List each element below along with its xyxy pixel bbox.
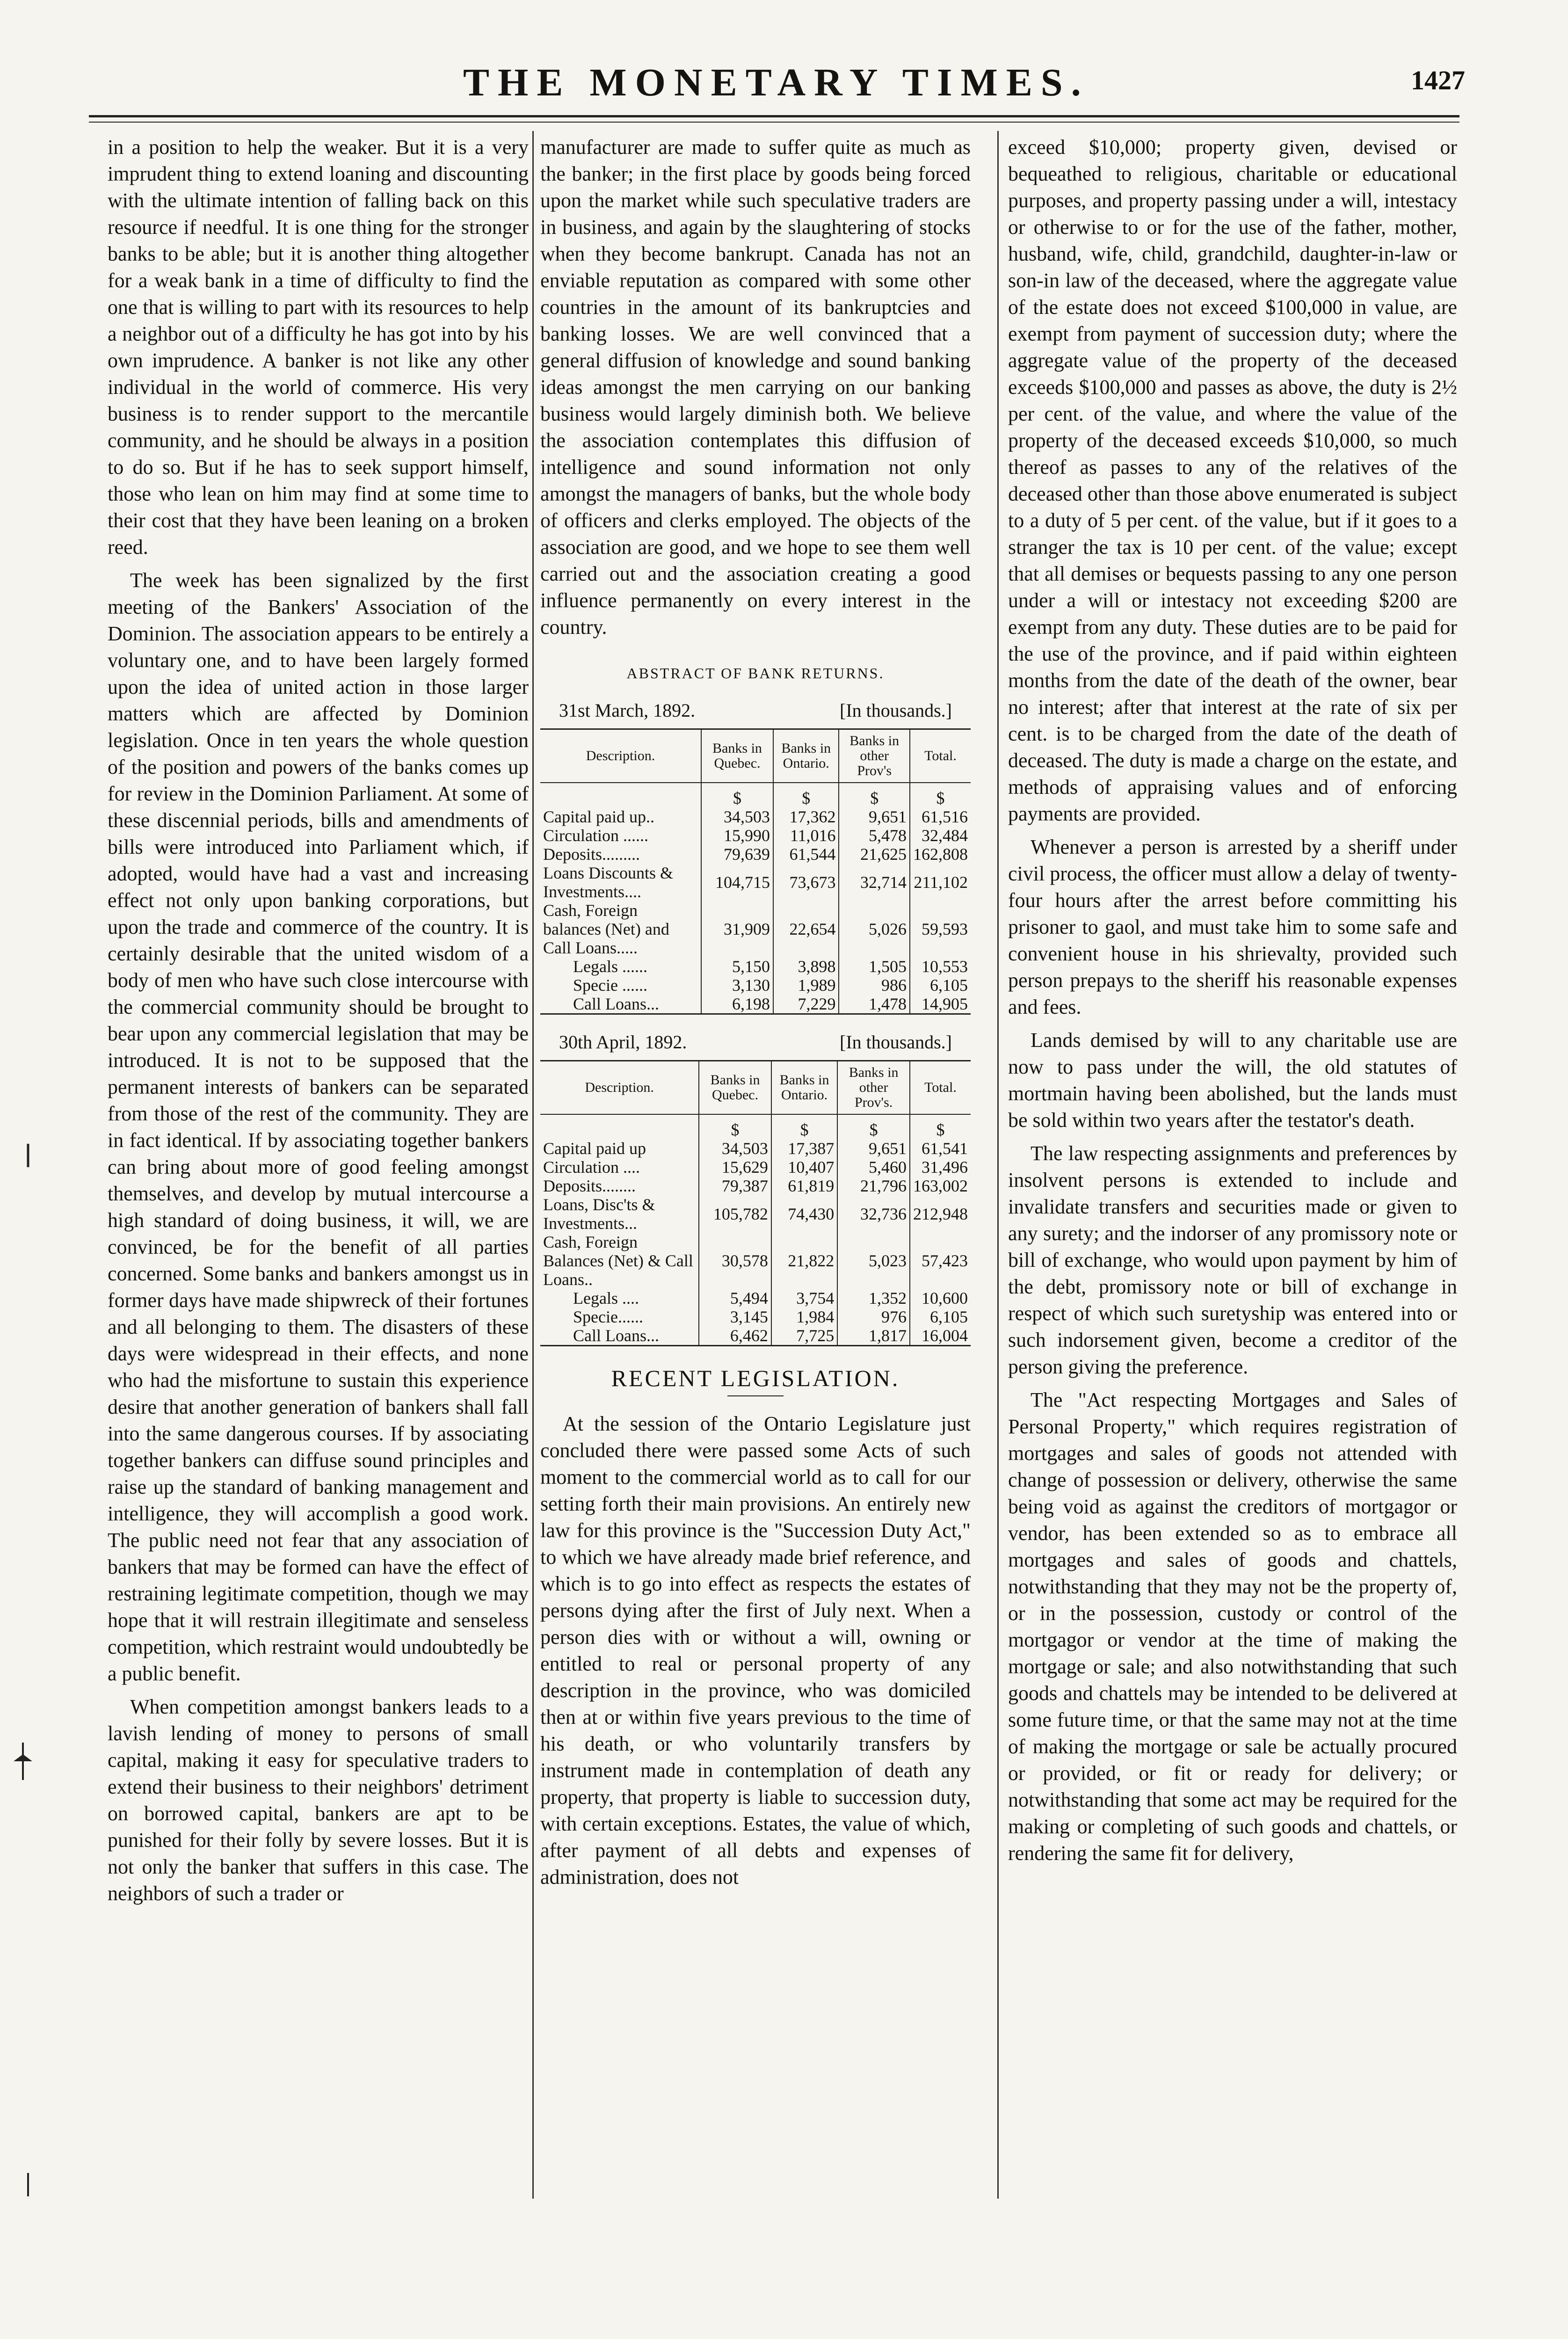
table-cell: 31,909: [701, 901, 773, 957]
column-header: Banks in Quebec.: [699, 1061, 771, 1114]
currency-cell: $: [910, 783, 971, 807]
table-row: [540, 1326, 971, 1345]
table-cell: 61,541: [910, 1139, 971, 1158]
column-header: Banks in Ontario.: [773, 730, 839, 783]
table-row: [540, 901, 971, 957]
table-cell: 105,782: [699, 1195, 771, 1233]
table-cell: 16,004: [910, 1326, 971, 1345]
table-row: [540, 864, 971, 901]
table2-caption: [559, 1029, 952, 1055]
table-cell: 30,578: [699, 1233, 771, 1289]
table-cell: 3,754: [771, 1289, 837, 1308]
row-label: Call Loans...: [573, 995, 659, 1013]
row-label: Deposits........: [543, 1177, 636, 1195]
table-cell: 986: [839, 976, 909, 995]
table-cell: 21,822: [771, 1233, 837, 1289]
column-header: Banks in Ontario.: [771, 1061, 837, 1114]
row-label: Cash, Foreign Balances (Net) & Call Loans..: [543, 1233, 693, 1289]
table-cell: 6,105: [910, 1308, 971, 1326]
currency-cell: $: [771, 1114, 837, 1139]
margin-mark-icon: [19, 1141, 37, 1170]
column-header: Total.: [910, 1061, 971, 1114]
table1-header-row: [540, 730, 971, 783]
column-divider-right: [997, 131, 999, 2199]
table-row: [540, 1233, 971, 1289]
col1-paragraph-1: in a position to help the weaker. But it is a very imprudent thing to extend loaning and discounting with the ultimate intention of falling back on this resource if needful. It is one thing for the stronger banks to be able; but it is another thing altogether for a weak bank in a time of difficulty to find the one that is willing to part with its resources to help a neighbor out of a difficulty he has got into by his own imprudence. A banker is not like any other individual in the world of commerce. His very business is to render support to the mercantile community, and he should be always in a position to do so. But if he has to seek support himself, those who lean on him may find at some time to their cost that they have been leaning on a broken reed.: [108, 136, 529, 559]
table2-header-row: [540, 1061, 971, 1114]
table1-date: 31st March, 1892.: [559, 700, 696, 721]
table-row: [540, 1289, 971, 1308]
table-cell: 61,516: [910, 807, 971, 826]
table-cell: 6,198: [701, 995, 773, 1013]
table-cell: 3,145: [699, 1308, 771, 1326]
table-cell: 14,905: [910, 995, 971, 1013]
abstract-title: ABSTRACT OF BANK RETURNS.: [626, 665, 885, 682]
table-cell: 211,102: [910, 864, 971, 901]
table-cell: 5,460: [837, 1158, 910, 1177]
table-row: [540, 976, 971, 995]
row-label: Cash, Foreign balances (Net) and Call Loans.....: [543, 901, 669, 957]
page-number: 1427: [1411, 65, 1465, 95]
table-row: [540, 1158, 971, 1177]
table-cell: 61,819: [771, 1177, 837, 1195]
table-cell: 21,796: [837, 1177, 910, 1195]
table-cell: 1,817: [837, 1326, 910, 1345]
table-cell: 7,229: [773, 995, 839, 1013]
table-cell: 9,651: [839, 807, 909, 826]
currency-cell: $: [701, 783, 773, 807]
table-cell: 1,984: [771, 1308, 837, 1326]
table-cell: 3,898: [773, 957, 839, 976]
table-row: [540, 957, 971, 976]
currency-cell: $: [699, 1114, 771, 1139]
bank-returns-table-april: [540, 1061, 971, 1345]
margin-arrow-icon: [7, 1740, 39, 1782]
column-3: [1008, 134, 1457, 1873]
table-cell: 32,736: [837, 1195, 910, 1233]
table2-date: 30th April, 1892.: [559, 1031, 687, 1053]
table-cell: 104,715: [701, 864, 773, 901]
table-cell: 3,130: [701, 976, 773, 995]
table-cell: 17,362: [773, 807, 839, 826]
table1-units: [In thousands.]: [840, 700, 952, 721]
currency-row: [540, 1114, 971, 1139]
row-label: Call Loans...: [573, 1326, 659, 1345]
table-cell: 976: [837, 1308, 910, 1326]
table-cell: 21,625: [839, 845, 909, 864]
table-cell: 9,651: [837, 1139, 910, 1158]
table-cell: 5,150: [701, 957, 773, 976]
table-cell: 10,407: [771, 1158, 837, 1177]
running-head: THE MONETARY TIMES.: [463, 61, 1089, 104]
table-cell: 163,002: [910, 1177, 971, 1195]
bank-returns-table-march: [540, 730, 971, 1013]
currency-cell: $: [839, 783, 909, 807]
col1-paragraph-2: The week has been signalized by the first meeting of the Bankers' Association of the Dominion. The association appears to be entirely a voluntary one, and to have been largely formed upon the idea of united action in those larger matters which are affected by Dominion legislation. Once in ten years the whole question of the position and powers of the banks comes up for review in the Dominion Parliament. At some of these discennial periods, bills and amendments of bills were introduced into Parliament which, if adopted, would have had a vast and increasing effect not only upon banking corporations, but upon the trade and commerce of the country. It is certainly desirable that the united wisdom of a body of men who have such close intercourse with the commercial community should be brought to bear upon any commercial legislation that may be introduced. It is not to be supposed that the permanent interests of bankers can be separated from those of the rest of the community. They are in fact identical. If by associating together bankers can bring about more of good feeling amongst themselves, and develop by mutual intercourse a high standard of doing business, it will, we are convinced, be for the benefit of all parties concerned. Some banks and bankers amongst us in former days have made shipwreck of their fortunes and all belonging to them. The disasters of these days were widespread in their effects, and none who had the misfortune to sustain this experience desire that another generation of bankers shall fall into the same dangerous courses. If by associating together bankers can diffuse sound principles and raise up the standard of banking management and intelligence, they will accomplish a good work. The public need not fear that any association of bankers that may be formed can have the effect of restraining legitimate competition, though we may hope that it will restrain illegitimate and senseless competition, which restraint would undoubtedly be a public benefit.: [108, 569, 529, 1685]
table-cell: 7,725: [771, 1326, 837, 1345]
row-label: Capital paid up: [543, 1139, 646, 1158]
col3-paragraph-2: Whenever a person is arrested by a sheriff under civil process, the officer must allow a delay of twenty-four hours after the arrest before committing his prisoner to gaol, and must take him to some safe and convenient house in his shrievalty, provided such person prepays to the sheriff his reasonable expenses and fees.: [1008, 835, 1457, 1018]
table-cell: 5,023: [837, 1233, 910, 1289]
table-cell: 11,016: [773, 826, 839, 845]
table-cell: 5,478: [839, 826, 909, 845]
table-cell: 34,503: [701, 807, 773, 826]
col3-paragraph-5: The "Act respecting Mortgages and Sales of Personal Property," which requires registration of mortgages and sales of goods not attended with change of possession or delivery, otherwise the same being void as against the creditors of mortgagor or vendor, has been extended so as to embrace all mortgages and sales of goods and chattels, notwithstanding that they may not be the property of, or in the possession, custody or control of the mortgagor or vendor at the time of making the mortgage or sale; and also notwithstanding that such goods and chattels may be intended to be delivered at some future time, or that the same may not at the time of making the mortgage or sale be actually procured or provided, or fit or ready for delivery; or notwithstanding that some act may be required for the making or completing of such goods and chattels, or rendering the same fit for delivery,: [1008, 1388, 1457, 1865]
currency-row: [540, 783, 971, 807]
col2-paragraph-1: manufacturer are made to suffer quite as much as the banker; in the first place by goods being forced upon the market while such speculative traders are in business, and again by the slaughtering of stocks when they become bankrupt. Canada has not an enviable reputation as compared with some other countries in the amount of its bankruptcies and banking losses. We are well convinced that a general diffusion of knowledge and sound banking ideas amongst the men carrying on our banking business would largely diminish both. We believe the association contemplates this diffusion of intelligence and sound information not only amongst the managers of banks, but the whole body of officers and clerks employed. The objects of the association are good, and we hope to see them well carried out and the association creating a good influence permanently on every interest in the country.: [540, 136, 971, 639]
column-header-description: Description.: [540, 1061, 699, 1114]
table-cell: 22,654: [773, 901, 839, 957]
table-cell: 162,808: [910, 845, 971, 864]
table-cell: 10,553: [910, 957, 971, 976]
row-label: Loans Discounts & Investments....: [543, 864, 673, 901]
currency-cell: $: [773, 783, 839, 807]
table-cell: 73,673: [773, 864, 839, 901]
table-cell: 15,990: [701, 826, 773, 845]
table-cell: 32,714: [839, 864, 909, 901]
column-1: [108, 134, 529, 1913]
table-cell: 212,948: [910, 1195, 971, 1233]
table-cell: 1,989: [773, 976, 839, 995]
table-cell: 32,484: [910, 826, 971, 845]
col1-paragraph-3: When competition amongst bankers leads to a lavish lending of money to persons of small capital, making it easy for speculative traders to extend their business to their neighbors' detriment on borrowed capital, bankers are apt to be punished for their folly by severe losses. But it is not only the banker that suffers in this case. The neighbors of such a trader or: [108, 1695, 529, 1905]
row-label: Circulation ......: [543, 826, 648, 845]
row-label: Specie ......: [573, 976, 647, 995]
row-label: Deposits.........: [543, 845, 640, 864]
table1-block: [540, 728, 971, 1015]
row-label: Legals ....: [573, 1289, 639, 1308]
table-row: [540, 845, 971, 864]
table-cell: 79,387: [699, 1177, 771, 1195]
table-row: [540, 1139, 971, 1158]
table-cell: 74,430: [771, 1195, 837, 1233]
table-cell: 34,503: [699, 1139, 771, 1158]
row-label: Specie......: [573, 1308, 643, 1326]
currency-cell: [540, 1114, 699, 1139]
currency-cell: $: [910, 1114, 971, 1139]
column-2: [540, 134, 971, 1897]
row-label: Loans, Disc'ts & Investments...: [543, 1195, 655, 1233]
table2-block: [540, 1060, 971, 1346]
col3-paragraph-3: Lands demised by will to any charitable use are now to pass under the will, the old statutes of mortmain having been abolished, but the lands must be sold within two years after the testator's death.: [1008, 1029, 1457, 1132]
column-divider-left: [532, 131, 534, 2199]
section-heading: RECENT LEGISLATION.: [611, 1365, 900, 1391]
row-label: Capital paid up..: [543, 807, 654, 826]
column-header: Banks in other Prov's.: [837, 1061, 910, 1114]
table-cell: 1,352: [837, 1289, 910, 1308]
table-cell: 1,505: [839, 957, 909, 976]
section-rule: [727, 1395, 784, 1396]
table-row: [540, 1177, 971, 1195]
column-header-description: Description.: [540, 730, 701, 783]
column-header: Banks in other Prov's: [839, 730, 909, 783]
table1-caption: [559, 697, 952, 724]
table-cell: 59,593: [910, 901, 971, 957]
page-header: [0, 60, 1568, 111]
table-row: [540, 826, 971, 845]
table-cell: 17,387: [771, 1139, 837, 1158]
col3-paragraph-1: exceed $10,000; property given, devised or bequeathed to religious, charitable or educational purposes, and property passing under a will, intestacy or otherwise to or for the use of the father, mother, husband, wife, child, grandchild, daughter-in-law or son-in law of the deceased, where the aggregate value of the estate does not exceed $100,000 in value, are exempt from payment of succession duty; where the aggregate value of the property of the deceased exceeds $100,000 and passes as above, the duty is 2½ per cent. of the value, and where the value of the property of the deceased exceeds $10,000, so much thereof as passes to any of the relatives of the deceased other than those above enumerated is subject to a duty of 5 per cent. of the value, but if it goes to a stranger the tax is 10 per cent. of the value; except that all demises or bequests passing to any one person under a will or intestacy not exceeding $200 are exempt from any duty. These duties are to be paid for the use of the province, and if paid within eighteen months from the date of the death of the owner, bear no interest; after that interest at the rate of six per cent. is to be charged from the date of the death of deceased. The duty is made a charge on the estate, and methods of appraising values and of enforcing payments are provided.: [1008, 136, 1457, 825]
table-cell: 61,544: [773, 845, 839, 864]
column-header: Banks in Quebec.: [701, 730, 773, 783]
col2-paragraph-2: At the session of the Ontario Legislature just concluded there were passed some Acts of such moment to the commercial world as to call for our setting forth their main provisions. An entirely new law for this province is the "Succession Duty Act," to which we have already made brief reference, and which is to go into effect as respects the estates of persons dying after the first of July next. When a person dies with or without a will, owning or entitled to real or personal property of any description in the province, who was domiciled then at or within five years previous to the time of his death, or who voluntarily transfers by instrument made in contemplation of death any property, that property is liable to succession duty, with certain exceptions. Estates, the value of which, after payment of all debts and expenses of administration, does not: [540, 1412, 971, 1889]
col3-paragraph-4: The law respecting assignments and preferences by insolvent persons is extended to include and invalidate transfers and securities made or given to any surety; and the indorser of any promissory note or bill of exchange, who would upon payment by him of the debt, promissory note or bill of exchange in respect of which such suretyship was entered into or such indorsement given, become a creditor of the person giving the preference.: [1008, 1142, 1457, 1378]
currency-cell: [540, 783, 701, 807]
row-label: Legals ......: [573, 957, 647, 976]
table-cell: 57,423: [910, 1233, 971, 1289]
table-row: [540, 995, 971, 1013]
currency-cell: $: [837, 1114, 910, 1139]
table-row: [540, 1195, 971, 1233]
header-rule: [89, 115, 1459, 123]
table-cell: 1,478: [839, 995, 909, 1013]
table-cell: 15,629: [699, 1158, 771, 1177]
table-cell: 79,639: [701, 845, 773, 864]
column-header: Total.: [910, 730, 971, 783]
margin-mark-icon: [19, 2171, 37, 2199]
table-row: [540, 807, 971, 826]
table-cell: 10,600: [910, 1289, 971, 1308]
table-cell: 5,026: [839, 901, 909, 957]
table-row: [540, 1308, 971, 1326]
table2-units: [In thousands.]: [840, 1031, 952, 1053]
row-label: Circulation ....: [543, 1158, 640, 1177]
table-cell: 5,494: [699, 1289, 771, 1308]
table-cell: 6,462: [699, 1326, 771, 1345]
table-cell: 31,496: [910, 1158, 971, 1177]
table-cell: 6,105: [910, 976, 971, 995]
